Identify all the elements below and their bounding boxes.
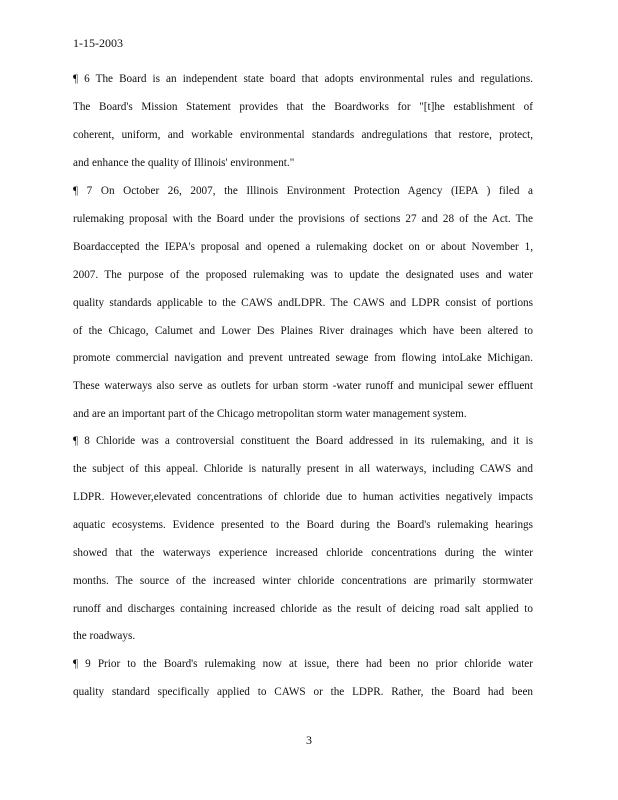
paragraph-6-line: The Board's Mission Statement provides that the Boardworks for "[t]he establishment of (73, 101, 533, 113)
paragraph-7-line: Boardaccepted the IEPA's proposal and opened a rulemaking docket on or about November 1, (73, 241, 533, 253)
page-number: 3 (306, 733, 312, 747)
paragraph-7-line: 2007. The purpose of the proposed rulemaking was to update the designated uses and water (73, 269, 533, 281)
paragraph-7-line: rulemaking proposal with the Board under the provisions of sections 27 and 28 of the Act. The (73, 213, 533, 225)
paragraph-8-line: LDPR. However,elevated concentrations of chloride due to human activities negatively impacts (73, 491, 533, 503)
paragraph-6-line: coherent, uniform, and workable environmental standards andregulations that restore, protect, (73, 129, 533, 141)
paragraph-6-line: ¶ 6 The Board is an independent state board that adopts environmental rules and regulations. (73, 73, 533, 85)
header-date: 1-15-2003 (73, 36, 123, 50)
paragraph-7-line: These waterways also serve as outlets for urban storm -water runoff and municipal sewer effluent (73, 380, 533, 392)
paragraph-8-line: the roadways. (73, 630, 136, 642)
paragraph-7-line: of the Chicago, Calumet and Lower Des Plaines River drainages which have been altered to (73, 325, 533, 337)
paragraph-9-line: ¶ 9 Prior to the Board's rulemaking now at issue, there had been no prior chloride water (73, 658, 533, 670)
paragraph-8-line: runoff and discharges containing increased chloride as the result of deicing road salt applied to (73, 603, 533, 615)
paragraph-7-line: and are an important part of the Chicago metropolitan storm water management system. (73, 408, 467, 420)
paragraph-7-line: quality standards applicable to the CAWS andLDPR. The CAWS and LDPR consist of portions (73, 297, 533, 309)
paragraph-8-line: aquatic ecosystems. Evidence presented to the Board during the Board's rulemaking hearings (73, 519, 533, 531)
paragraph-8-line: months. The source of the increased winter chloride concentrations are primarily stormwater (73, 575, 533, 587)
paragraph-9-line: quality standard specifically applied to CAWS or the LDPR. Rather, the Board had been (73, 686, 533, 698)
paragraph-7-line: ¶ 7 On October 26, 2007, the Illinois Environment Protection Agency (IEPA ) filed a (73, 185, 533, 197)
paragraph-7-line: promote commercial navigation and prevent untreated sewage from flowing intoLake Michigan. (73, 352, 533, 364)
paragraph-6-line: and enhance the quality of Illinois' environment." (73, 157, 295, 169)
paragraph-8-line: ¶ 8 Chloride was a controversial constituent the Board addressed in its rulemaking, and it is (73, 435, 533, 447)
paragraph-8-line: showed that the waterways experience increased chloride concentrations during the winter (73, 547, 533, 559)
paragraph-8-line: the subject of this appeal. Chloride is naturally present in all waterways, including CAWS and (73, 463, 533, 475)
